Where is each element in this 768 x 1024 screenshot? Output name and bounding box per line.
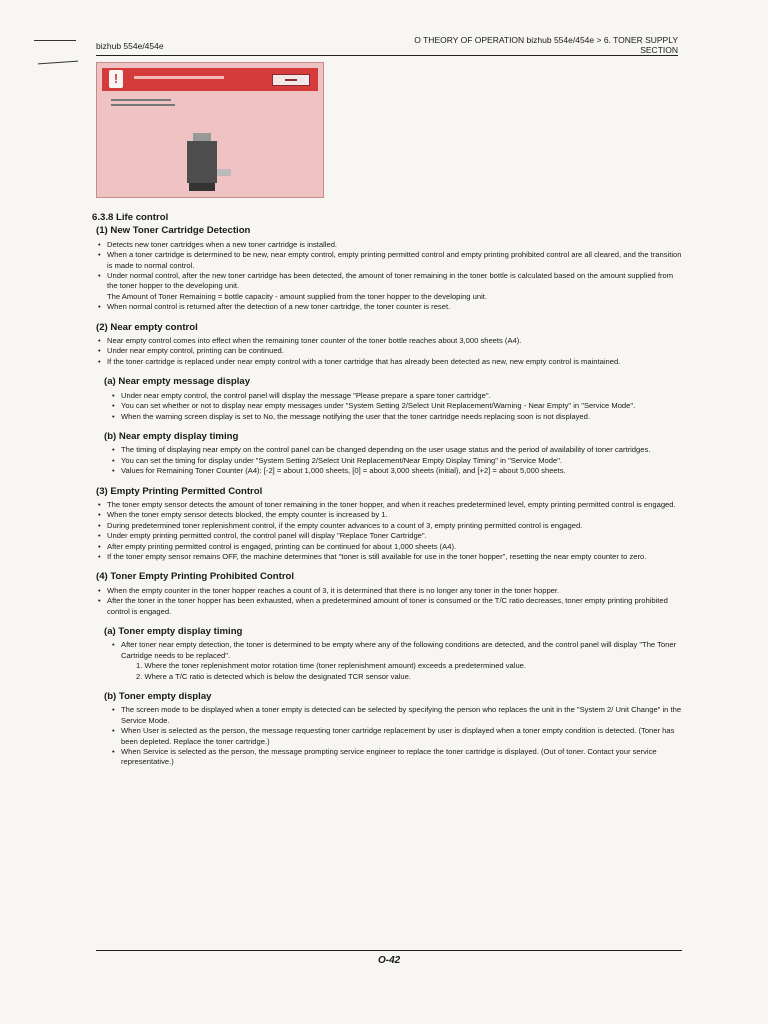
subsubsection-title: (b) Toner empty display: [104, 691, 212, 703]
list-item: • When User is selected as the person, the message requesting toner cartridge replacement by user is displayed when a toner empty condition is detected. (Toner has been depleted. Replace the toner cartridge.): [112, 726, 682, 747]
list-item: • You can set the timing for display under "System Setting 2/Select Unit Replacement/Near Empty Display Timing" in "Service Mode".: [112, 456, 682, 466]
subsection-title: (3) Empty Printing Permitted Control: [96, 485, 263, 497]
printer-icon: [187, 133, 232, 193]
subsection-title: (2) Near empty control: [96, 321, 198, 333]
list-item: • Under near empty control, printing can be continued.: [98, 346, 682, 356]
scan-artifact-mark: [34, 40, 76, 41]
subsection-title: (4) Toner Empty Printing Prohibited Control: [96, 571, 295, 583]
list-item: • When the empty counter in the toner hopper reaches a count of 3, it is determined that there is no longer any toner in the toner hopper.: [98, 586, 682, 596]
list-item: • If the toner empty sensor remains OFF, the machine determines that "toner is still available for use in the toner hopper", resetting the near empty counter to zero.: [98, 552, 682, 562]
subsection-title: (1) New Toner Cartridge Detection: [96, 225, 251, 237]
list-item: • Under near empty control, the control panel will display the message "Please prepare a spare toner cartridge".: [112, 391, 682, 401]
list-item: • Values for Remaining Toner Counter (A4): [-2] = about 1,000 sheets, [0] = about 3,000 sheets (initial), and [+2] = about 5,000 sheets.: [112, 466, 682, 476]
figure-text-line: [111, 104, 175, 106]
document-body: [92, 213, 682, 778]
bullet-list: [112, 391, 682, 422]
list-item: • Near empty control comes into effect when the remaining toner counter of the toner bottle reaches about 3,000 sheets (A4).: [98, 336, 682, 346]
footer-rule: [96, 950, 682, 951]
list-item: [112, 640, 682, 682]
header-breadcrumb: [414, 35, 678, 55]
condition-item: 2. Where a T/C ratio is detected which is below the designated TCR sensor value.: [136, 671, 411, 681]
warning-icon: !: [109, 70, 123, 88]
list-item: • During predetermined toner replenishment control, if the empty counter advances to a count of 3, empty printing permitted control is engaged.: [98, 521, 682, 531]
numbered-conditions: [121, 661, 682, 682]
header-model: bizhub 554e/454e: [96, 41, 164, 51]
list-item: • When a toner cartridge is determined to be new, near empty control, empty printing permitted control and empty printing prohibited control are all cleared, and the transition is made to normal control.: [98, 250, 682, 271]
list-item: • When normal control is returned after the detection of a new toner cartridge, the toner counter is reset.: [98, 302, 682, 312]
list-item: [98, 271, 682, 302]
bullet-list: [98, 240, 682, 313]
list-item: • When Service is selected as the person, the message prompting service engineer to replace the toner cartridge is displayed. (Out of toner. Contact your service representative.): [112, 747, 682, 768]
list-item: • The timing of displaying near empty on the control panel can be changed depending on the user usage status and the period of availability of toner cartridges.: [112, 445, 682, 455]
bullet-list: [112, 640, 682, 682]
list-item: • When the toner empty sensor detects blocked, the empty counter is increased by 1.: [98, 510, 682, 520]
bullet-list: [112, 705, 682, 767]
bullet-list: [98, 586, 682, 617]
list-item: • You can set whether or not to display near empty messages under "System Setting 2/Select Unit Replacement/Warning - Near Empty" in "Service Mode".: [112, 401, 682, 411]
bullet-list: [98, 336, 682, 367]
list-item: • Detects new toner cartridges when a new toner cartridge is installed.: [98, 240, 682, 250]
header-breadcrumb-line1: O THEORY OF OPERATION bizhub 554e/454e > 6. TONER SUPPLY: [414, 35, 678, 45]
header-rule: [96, 55, 678, 56]
list-item: • After the toner in the toner hopper has been exhausted, when a predetermined amount of toner is consumed or the T/C ratio decreases, toner empty printing prohibited control is engaged.: [98, 596, 682, 617]
list-item-text: After toner near empty detection, the toner is determined to be empty where any of the following conditions are detected, and the control panel will display "The Toner Cartridge needs to be replaced".: [121, 640, 677, 660]
list-item: • The toner empty sensor detects the amount of toner remaining in the toner hopper, and when it reaches predetermined level, empty printing permitted control is engaged.: [98, 500, 682, 510]
condition-item: 1. Where the toner replenishment motor rotation time (toner replenishment amount) exceeds a predetermined value.: [136, 661, 527, 671]
bullet-list: [112, 445, 682, 476]
header-breadcrumb-line2: SECTION: [640, 45, 678, 55]
list-item: • The screen mode to be displayed when a toner empty is detected can be selected by specifying the person who replaces the unit in the "System 2/ Unit Change" in the Service Mode.: [112, 705, 682, 726]
figure-text-line: [111, 99, 171, 101]
subsubsection-title: (a) Near empty message display: [104, 376, 251, 388]
subsubsection-title: (b) Near empty display timing: [104, 430, 239, 442]
list-item-text: Under normal control, after the new toner cartridge has been detected, the amount of toner remaining in the toner bottle is calculated based on the amount supplied from the toner hopper to the developing unit.: [107, 271, 674, 291]
warning-message-text: [134, 76, 224, 79]
control-panel-screenshot-figure: [96, 62, 324, 198]
banner-button: [272, 74, 310, 86]
list-item: • After empty printing permitted control is engaged, printing can be continued for about 1,000 sheets (A4).: [98, 542, 682, 552]
list-item: • Under empty printing permitted control, the control panel will display "Replace Toner Cartridge".: [98, 531, 682, 541]
subsubsection-title: (a) Toner empty display timing: [104, 626, 243, 637]
warning-banner: [102, 68, 318, 91]
list-item: • When the warning screen display is set to No, the message notifying the user that the toner cartridge needs replacing soon is not displayed.: [112, 412, 682, 422]
section-title: 6.3.8 Life control: [92, 212, 169, 223]
page-number: O-42: [378, 955, 401, 966]
list-item: • If the toner cartridge is replaced under near empty control with a toner cartridge that has already been detected as new, new empty control is maintained.: [98, 357, 682, 367]
bullet-list: [98, 500, 682, 562]
scan-artifact-mark: [38, 61, 78, 65]
formula-note: The Amount of Toner Remaining = bottle capacity - amount supplied from the toner hopper to the developing unit.: [107, 291, 487, 301]
